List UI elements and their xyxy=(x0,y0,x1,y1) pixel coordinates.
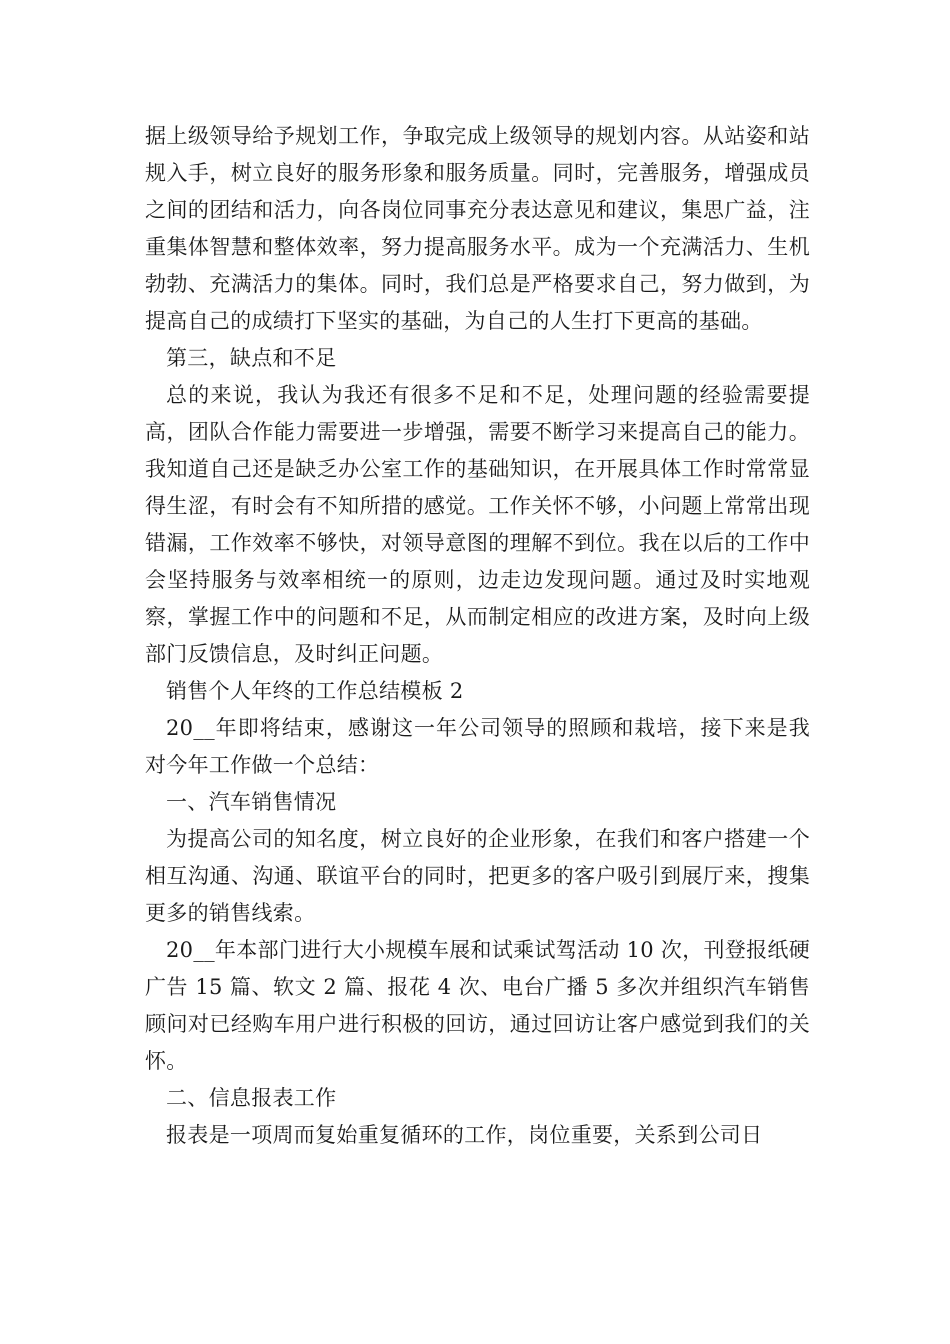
paragraph-reports: 报表是一项周而复始重复循环的工作，岗位重要，关系到公司日 xyxy=(166,1123,763,1147)
section-heading-shortcomings: 第三，缺点和不足 xyxy=(166,346,337,370)
paragraph-shortcomings: 总的来说，我认为我还有很多不足和不足，处理问题的经验需要提高，团队合作能力需要进一步增强，需要不断学习来提高自己的能力。我知道自己还是缺乏办公室工作的基础知识，在开展具体工作时常常显得生涩，有时会有不知所措的感觉。工作关怀不够，小问题上常常出现错漏，工作效率不够快，对领导意图的理解不到位。我在以后的工作中会坚持服务与效率相统一的原则，边走边发现问题。通过及时实地观察，掌握工作中的问题和不足，从而制定相应的改进方案，及时向上级部门反馈信息，及时纠正问题。 xyxy=(145,383,810,666)
document-subtitle-template-2: 销售个人年终的工作总结模板 2 xyxy=(166,679,464,703)
paragraph-activities: 20__年本部门进行大小规模车展和试乘试驾活动 10 次，刊登报纸硬广告 15 篇、软文 2 篇、报花 4 次、电台广播 5 多次并组织汽车销售顾问对已经购车用户进行积极的回访，通过回访让客户感觉到我们的关怀。 xyxy=(145,938,810,1073)
document-body xyxy=(145,118,810,1154)
section-heading-reports: 二、信息报表工作 xyxy=(166,1086,337,1110)
section-heading-car-sales: 一、汽车销售情况 xyxy=(166,790,337,814)
paragraph-year-intro: 20__年即将结束，感谢这一年公司领导的照顾和栽培，接下来是我对今年工作做一个总结： xyxy=(145,716,810,777)
paragraph-company-image: 为提高公司的知名度，树立良好的企业形象，在我们和客户搭建一个相互沟通、沟通、联谊平台的同时，把更多的客户吸引到展厅来，搜集更多的销售线索。 xyxy=(145,827,810,925)
paragraph-service-quality: 据上级领导给予规划工作，争取完成上级领导的规划内容。从站姿和站规入手，树立良好的服务形象和服务质量。同时，完善服务，增强成员之间的团结和活力，向各岗位同事充分表达意见和建议，集思广益，注重集体智慧和整体效率，努力提高服务水平。成为一个充满活力、生机勃勃、充满活力的集体。同时，我们总是严格要求自己，努力做到，为提高自己的成绩打下坚实的基础，为自己的人生打下更高的基础。 xyxy=(145,124,810,333)
